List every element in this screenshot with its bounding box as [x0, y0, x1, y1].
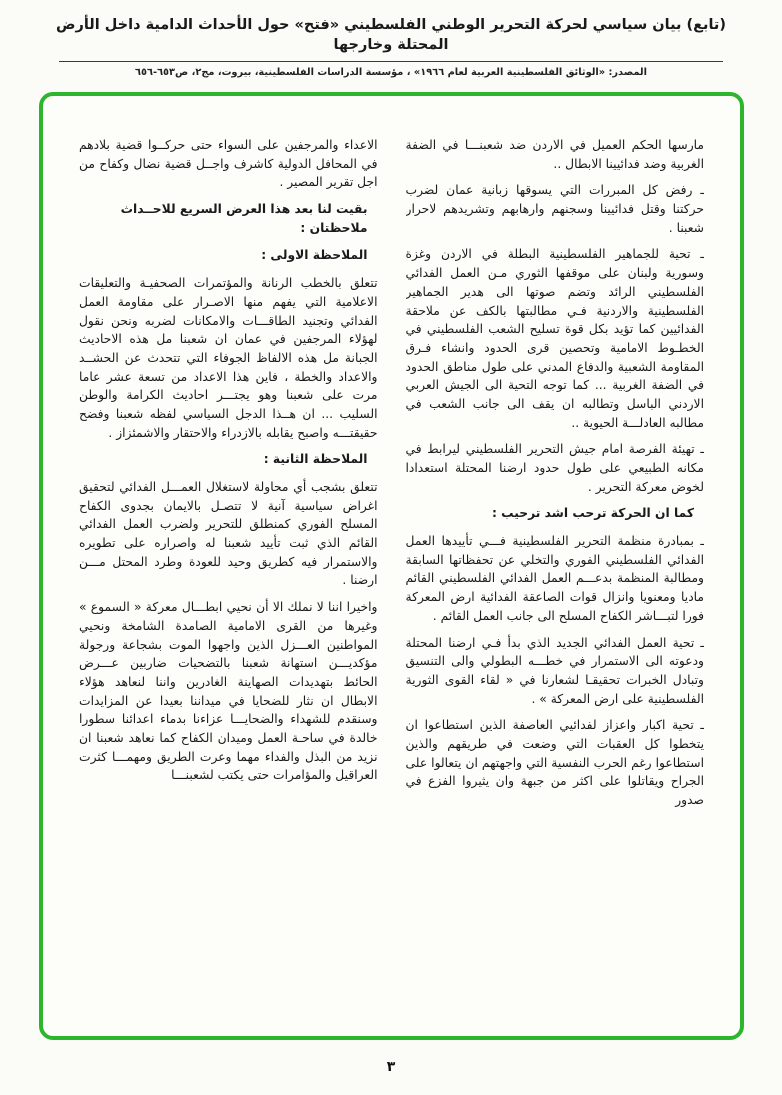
paragraph: تتعلق بالخطب الرنانة والمؤتمرات الصحفيـة والتعليقات الاعلامية التي يفهم منها الاصـرار على مقاومة العمل الفدائي وتجنيد الطاقـــات والامكانات لضربه ونحن نقول لهؤلاء المرجفين في عمان ان شعبنا مل هذه الاحاديث الجبانة مل هذه الالفاظ الجوفاء التي تتحدث عن الحشــد والاعداد والخطة ، فاين هذا الاعداد من تسعة عشر عاما مرت على شعبنا وهو يجتـــر احاديث الكرامة والوطن السليب ... ان هــذا الدجل السياسي لفظه شعبنا وفضح حقيقتـــه واصبح يقابله بالازدراء والاحتقار والاشمئزاز .: [79, 276, 378, 440]
paragraph: ـ تحية للجماهير الفلسطينية البطلة في الاردن وغزة وسورية ولبنان على موقفها الثوري مـن العمل الفدائي الفلسطيني الرائد وتضم صوتها الى هدير الجماهير الفلسطينية والاردنية فـي مطالبتها بالكف عن ملاحقة الفدائيين كما تؤيد بكل قوة تسليح الشعب الفلسطيني في الخطـوط الامامية وتحصين قرى الحدود وانشاء فـرق المقاومة الشعبية والدفاع المدني على طول مناطق الحدود في الضفة الغربية ... كما توجه التحية الى الجيش العربي الاردني الباسل وتطالبه ان يقف الى جانب الشعب في مطالبه العادلـــة الحيوية ..: [405, 247, 704, 430]
section-heading: كما ان الحركة ترحب اشد ترحيب :: [491, 506, 694, 521]
green-border-frame: [39, 92, 744, 1040]
paragraph: ـ رفض كل المبررات التي يسوقها زبانية عمان لضرب حركتنا وقتل فدائيينا وسجنهم وارهابهم وتشريدهم لاحرار شعبنا .: [405, 183, 704, 235]
paragraph: الاعداء والمرجفين على السواء حتى حركــوا قضية بلادهم في المحافل الدولية كاشرف واجــل قضية نضال وكفاح من اجل تقرير المصير .: [79, 138, 378, 190]
document-header: [30, 16, 752, 78]
document-title: (تابع) بيان سياسي لحركة التحرير الوطني الفلسطيني «فتح» حول الأحداث الدامية داخل الأرض المحتلة وخارجها: [55, 17, 727, 53]
paragraph: ـ تحية العمل الفدائي الجديد الذي بدأ فـي ارضنا المحتلة ودعوته الى الاستمرار في خطـــه البطولي والى التنسيق وتبادل الخبرات تحقيقـا لشعارنا في « لقاء القوى الثورية الفلسطينية على ارض المعركة » .: [405, 635, 704, 706]
page-number: ٣: [386, 1059, 396, 1075]
paragraph: ـ بمبادرة منظمة التحرير الفلسطينية فـــي تأييدها العمل الفدائي الفلسطيني الفوري والتخلي عن تحفظاتها السابقة ومطالبة المنظمة بدعـــم العمل الفدائي الفلسطيني القائم ماديا ومعنويا وانزال قوات الصاعقة الفدائية ارض المعركة فورا لتبـــاشر الكفاح المسلح الى جانب العمل القائم .: [405, 534, 704, 623]
left-column: [79, 136, 378, 1008]
document-source-line: المصدر: «الوثائق الفلسطينية العربية لعام ١٩٦٦» ، مؤسسة الدراسات الفلسطينية، بيروت، مج٢، ص٦٥٣-٦٥٦: [135, 67, 647, 79]
text-columns: [79, 136, 704, 1008]
right-column: [406, 136, 705, 1008]
section-heading: الملاحظة الثانية :: [263, 452, 368, 467]
section-heading: الملاحظة الاولى :: [261, 248, 368, 263]
paragraph: تتعلق بشجب أي محاولة لاستغلال العمـــل الفدائي لتحقيق اغراض سياسية آنية لا تتصـل بالايمان بجدوى الكفاح المسلح الفوري كمنطلق للتحرير ولضرب العمل الفدائي القائم الذي ثبت تأييد شعبنا له واصراره على تطويره والاستمرار فيه كطريق وحيد للعودة وطرد المحتل مـــن ارضنا .: [79, 480, 378, 588]
title-divider: [59, 61, 723, 62]
paragraph: ـ تهيئة الفرصة امام جيش التحرير الفلسطيني ليرابط في مكانه الطبيعي على طول حدود ارضنا المحتلة استعدادا لخوض معركة التحرير .: [405, 442, 704, 494]
paragraph: مارسها الحكم العميل في الاردن ضد شعبنـــا في الضفة الغربية وضد فدائيينا الابطال ..: [405, 138, 704, 171]
paragraph: واخيرا اننا لا نملك الا أن نحيي ابطـــال معركة « السموع » وغيرها من القرى الامامية الصامدة الشامخة ونحيي المواطنين العـــزل الذين واجهوا الموت بشجاعة ورجولة مؤكديـــن استهانة شعبنا بالتضحيات ضاربين عـــرض الحائط بتهديدات الصهاينة الغادرين واننا لنعاهد هؤلاء الابطال ان نثار للضحايا في ميداننا بعيدا عن المزايدات وسنقدم للشهداء والضحايـــا عزاءنا بدماء اعدائنا سطورا خالدة في ساحـة العمل وميدان الكفاح كما نعاهد شعبنا ان نزيد من البذل والفداء مهما وعرت الطريق ومهمـــا كثرت العراقيل والمؤامرات حتى يكتب لشعبنـــا: [79, 600, 378, 783]
section-heading: بقيت لنا بعد هذا العرض السريع للاحــداث ملاحظتان :: [120, 202, 368, 235]
paragraph: ـ تحية اكبار واعزاز لفدائيي العاصفة الذين استطاعوا ان يتخطوا كل العقبات التي وضعت في طريقهم والذين استطاعوا رغم الحرب النفسية التي واجهتهم ان يتعالوا على الجراح ويقاتلوا على اكثر من جبهة وان يثيروا الفزع في صدور: [405, 718, 704, 807]
